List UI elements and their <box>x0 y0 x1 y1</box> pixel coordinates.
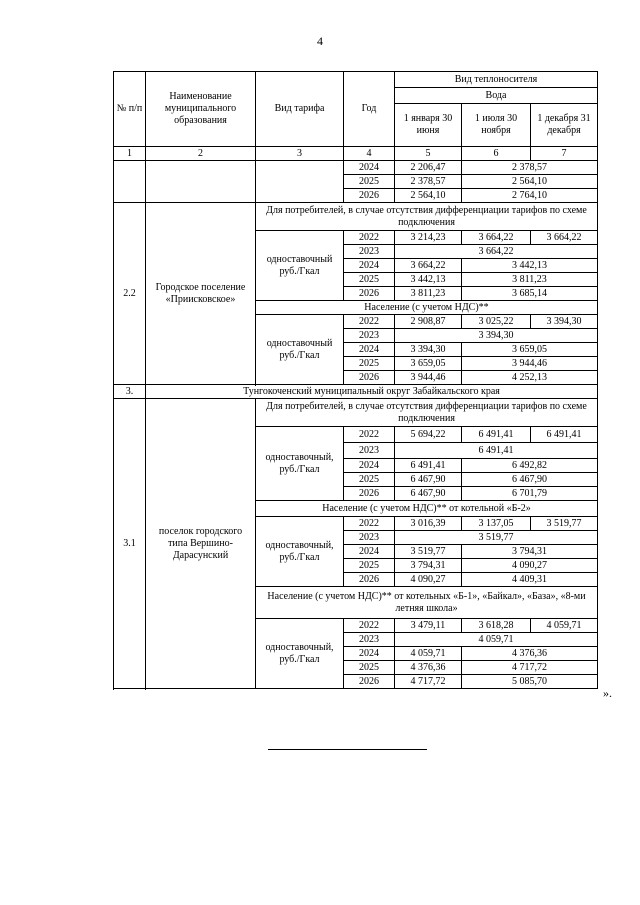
col-number: 3 <box>256 147 344 161</box>
tariff-table <box>113 71 598 689</box>
header-tariff-type: Вид тарифа <box>256 72 344 147</box>
value-cell: 3 394,30 <box>395 329 598 343</box>
year-cell: 2024 <box>344 459 395 473</box>
year-cell: 2022 <box>344 619 395 633</box>
municipality-name-3-1: поселок городского типа Вершино-Дарасунский <box>146 399 256 689</box>
value-cell: 2 908,87 <box>395 315 462 329</box>
col-number: 7 <box>531 147 598 161</box>
value-cell: 3 811,23 <box>395 287 462 301</box>
municipality-name-2-2: Городское поселение «Приисковское» <box>146 203 256 385</box>
cont-num-cell <box>114 161 146 203</box>
block-title: Население (с учетом НДС)** <box>256 301 598 315</box>
header-year: Год <box>344 72 395 147</box>
value-cell: 6 491,41 <box>531 427 598 443</box>
value-cell: 4 059,71 <box>395 633 598 647</box>
year-cell: 2023 <box>344 443 395 459</box>
col-number: 5 <box>395 147 462 161</box>
col-number: 4 <box>344 147 395 161</box>
value-cell: 6 467,90 <box>395 487 462 501</box>
value-cell: 2 564,10 <box>462 175 598 189</box>
year-cell: 2025 <box>344 559 395 573</box>
year-cell: 2024 <box>344 647 395 661</box>
value-cell: 4 409,31 <box>462 573 598 587</box>
value-cell: 3 659,05 <box>395 357 462 371</box>
value-cell: 3 944,46 <box>462 357 598 371</box>
value-cell: 3 025,22 <box>462 315 531 329</box>
value-cell: 6 491,41 <box>462 427 531 443</box>
tariff-type-cell: одноставочный, руб./Гкал <box>256 427 344 501</box>
value-cell: 4 059,71 <box>531 619 598 633</box>
value-cell: 3 794,31 <box>462 545 598 559</box>
year-cell: 2026 <box>344 487 395 501</box>
horizontal-rule <box>268 749 427 750</box>
year-cell: 2023 <box>344 633 395 647</box>
header-num: № п/п <box>114 72 146 147</box>
table-row <box>114 161 598 175</box>
value-cell: 3 664,22 <box>531 231 598 245</box>
value-cell: 4 090,27 <box>462 559 598 573</box>
block-title: Население (с учетом НДС)** от котельной «Б-2» <box>256 501 598 517</box>
year-cell: 2024 <box>344 259 395 273</box>
header-municipality: Наименование муниципального образования <box>146 72 256 147</box>
value-cell: 3 442,13 <box>462 259 598 273</box>
value-cell: 6 467,90 <box>462 473 598 487</box>
year-cell: 2022 <box>344 427 395 443</box>
value-cell: 2 564,10 <box>395 189 462 203</box>
year-cell: 2026 <box>344 371 395 385</box>
value-cell: 3 664,22 <box>462 231 531 245</box>
value-cell: 6 491,41 <box>395 443 598 459</box>
year-cell: 2025 <box>344 273 395 287</box>
header-period-2: 1 июля 30 ноября <box>462 104 531 147</box>
value-cell: 3 394,30 <box>531 315 598 329</box>
value-cell: 3 659,05 <box>462 343 598 357</box>
year-cell: 2025 <box>344 175 395 189</box>
page-number: 4 <box>317 34 323 48</box>
block-title: Население (с учетом НДС)** от котельных «Б-1», «Байкал», «База», «8-ми летняя школа» <box>256 587 598 619</box>
year-cell: 2024 <box>344 343 395 357</box>
value-cell: 6 467,90 <box>395 473 462 487</box>
value-cell: 6 701,79 <box>462 487 598 501</box>
year-cell: 2022 <box>344 231 395 245</box>
value-cell: 3 442,13 <box>395 273 462 287</box>
tariff-type-cell: одноставочный, руб./Гкал <box>256 517 344 587</box>
value-cell: 3 519,77 <box>531 517 598 531</box>
section-num-3: 3. <box>114 385 146 399</box>
year-cell: 2024 <box>344 545 395 559</box>
value-cell: 3 137,05 <box>462 517 531 531</box>
section-num-2-2: 2.2 <box>114 203 146 385</box>
year-cell: 2026 <box>344 573 395 587</box>
value-cell: 6 492,82 <box>462 459 598 473</box>
header-water: Вода <box>395 88 598 104</box>
column-number-row <box>114 147 598 161</box>
section-num-3-1: 3.1 <box>114 399 146 689</box>
header-period-3: 1 декабря 31 декабря <box>531 104 598 147</box>
value-cell: 5 694,22 <box>395 427 462 443</box>
closing-quote-mark: ». <box>603 686 612 700</box>
tariff-type-cell: одноставочный, руб./Гкал <box>256 619 344 689</box>
col-number: 2 <box>146 147 256 161</box>
value-cell: 4 376,36 <box>395 661 462 675</box>
value-cell: 4 376,36 <box>462 647 598 661</box>
year-cell: 2025 <box>344 473 395 487</box>
value-cell: 4 252,13 <box>462 371 598 385</box>
year-cell: 2023 <box>344 531 395 545</box>
value-cell: 6 491,41 <box>395 459 462 473</box>
value-cell: 5 085,70 <box>462 675 598 689</box>
col-number: 1 <box>114 147 146 161</box>
value-cell: 3 214,23 <box>395 231 462 245</box>
year-cell: 2026 <box>344 675 395 689</box>
value-cell: 4 717,72 <box>462 661 598 675</box>
value-cell: 3 944,46 <box>395 371 462 385</box>
value-cell: 2 378,57 <box>395 175 462 189</box>
value-cell: 3 394,30 <box>395 343 462 357</box>
value-cell: 4 059,71 <box>395 647 462 661</box>
year-cell: 2025 <box>344 357 395 371</box>
tariff-type-cell: одноставочный руб./Гкал <box>256 231 344 301</box>
section-title-3: Тунгокоченский муниципальный округ Забайкальского края <box>146 385 598 399</box>
year-cell: 2024 <box>344 161 395 175</box>
tariff-type-cell: одноставочный руб./Гкал <box>256 315 344 385</box>
value-cell: 2 378,57 <box>462 161 598 175</box>
value-cell: 3 519,77 <box>395 545 462 559</box>
value-cell: 3 519,77 <box>395 531 598 545</box>
year-cell: 2023 <box>344 329 395 343</box>
value-cell: 3 618,28 <box>462 619 531 633</box>
value-cell: 3 664,22 <box>395 245 598 259</box>
year-cell: 2023 <box>344 245 395 259</box>
value-cell: 2 764,10 <box>462 189 598 203</box>
block-title: Для потребителей, в случае отсутствия дифференциации тарифов по схеме подключения <box>256 399 598 427</box>
value-cell: 3 811,23 <box>462 273 598 287</box>
value-cell: 3 664,22 <box>395 259 462 273</box>
year-cell: 2022 <box>344 517 395 531</box>
block-title: Для потребителей, в случае отсутствия дифференциации тарифов по схеме подключения <box>256 203 598 231</box>
value-cell: 4 090,27 <box>395 573 462 587</box>
year-cell: 2022 <box>344 315 395 329</box>
col-number: 6 <box>462 147 531 161</box>
value-cell: 3 016,39 <box>395 517 462 531</box>
value-cell: 4 717,72 <box>395 675 462 689</box>
value-cell: 3 479,11 <box>395 619 462 633</box>
header-period-1: 1 января 30 июня <box>395 104 462 147</box>
value-cell: 2 206,47 <box>395 161 462 175</box>
year-cell: 2026 <box>344 287 395 301</box>
value-cell: 3 794,31 <box>395 559 462 573</box>
cont-tariff-cell <box>256 161 344 203</box>
year-cell: 2025 <box>344 661 395 675</box>
cont-name-cell <box>146 161 256 203</box>
header-carrier: Вид теплоносителя <box>395 72 598 88</box>
value-cell: 3 685,14 <box>462 287 598 301</box>
year-cell: 2026 <box>344 189 395 203</box>
